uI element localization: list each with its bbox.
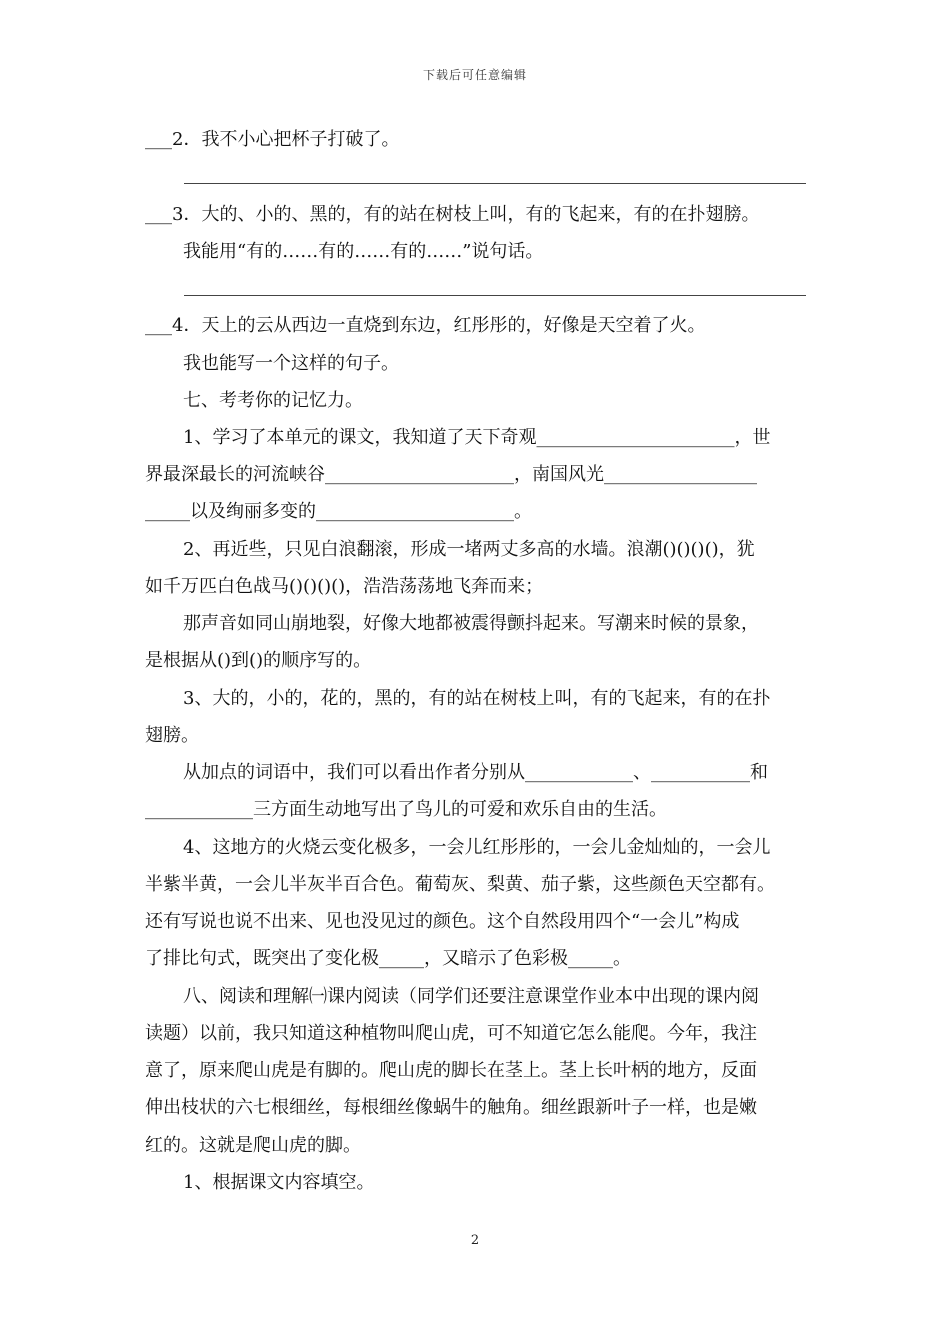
item-1-line-1: 1、学习了本单元的课文，我知道了天下奇观______________________，世 — [183, 427, 771, 448]
section-8-line-1: 八、阅读和理解㈠课内阅读（同学们还要注意课堂作业本中出现的课内阅 — [183, 986, 759, 1007]
item-3-line-3: 从加点的词语中，我们可以看出作者分别从____________、___________和 — [183, 762, 768, 783]
item-2-line-3: 那声音如同山崩地裂，好像大地都被震得颤抖起来。写潮来时候的景象， — [183, 613, 759, 634]
item-4-line-4: 了排比句式，既突出了变化极_____，又暗示了色彩极_____。 — [145, 948, 631, 969]
section-7-title: 七、考考你的记忆力。 — [183, 390, 363, 411]
item-1-line-2: 界最深最长的河流峡谷_____________________，南国风光_________________ — [145, 464, 757, 485]
item-4-line-1: 4、这地方的火烧云变化极多，一会儿红彤彤的，一会儿金灿灿的，一会儿 — [183, 837, 771, 858]
item-3-line-4: ____________三方面生动地写出了鸟儿的可爱和欢乐自由的生活。 — [145, 799, 667, 820]
item-2-line-2: 如千万匹白色战马()()()()，浩浩荡荡地飞奔而来； — [145, 576, 544, 597]
question-3: ___3．大的、小的、黑的，有的站在树枝上叫，有的飞起来，有的在扑翅膀。 — [145, 204, 760, 225]
item-2-line-4: 是根据从()到()的顺序写的。 — [145, 650, 372, 671]
item-4-line-3: 还有写说也说不出来、见也没见过的颜色。这个自然段用四个“一会儿”构成 — [145, 911, 740, 932]
section-8-question-1: 1、根据课文内容填空。 — [183, 1172, 375, 1193]
page-number: 2 — [470, 1233, 480, 1248]
item-4-line-2: 半紫半黄，一会儿半灰半百合色。葡萄灰、梨黄、茄子紫，这些颜色天空都有。 — [145, 874, 775, 895]
item-1-line-3: _____以及绚丽多变的______________________。 — [145, 501, 532, 522]
question-4-instruction: 我也能写一个这样的句子。 — [183, 353, 399, 374]
item-3-line-2: 翅膀。 — [145, 725, 199, 746]
section-8-line-5: 红的。这就是爬山虎的脚。 — [145, 1135, 361, 1156]
answer-line — [184, 183, 806, 184]
section-8-line-2: 读题）以前，我只知道这种植物叫爬山虎，可不知道它怎么能爬。今年，我注 — [145, 1023, 757, 1044]
item-2-line-1: 2、再近些，只见白浪翻滚，形成一堵两丈多高的水墙。浪潮()()()()，犹 — [183, 539, 755, 560]
item-3-line-1: 3、大的，小的，花的，黑的，有的站在树枝上叫，有的飞起来，有的在扑 — [183, 688, 771, 709]
section-8-line-4: 伸出枝状的六七根细丝，每根细丝像蜗牛的触角。细丝跟新叶子一样，也是嫩 — [145, 1097, 757, 1118]
question-2: ___2．我不小心把杯子打破了。 — [145, 129, 400, 150]
question-4: ___4．天上的云从西边一直烧到东边，红彤彤的，好像是天空着了火。 — [145, 315, 706, 336]
answer-line — [184, 295, 806, 296]
page-header: 下载后可任意编辑 — [422, 68, 527, 82]
section-8-line-3: 意了，原来爬山虎是有脚的。爬山虎的脚长在茎上。茎上长叶柄的地方，反面 — [145, 1060, 757, 1081]
question-3-instruction: 我能用“有的……有的……有的……”说句话。 — [183, 241, 544, 262]
